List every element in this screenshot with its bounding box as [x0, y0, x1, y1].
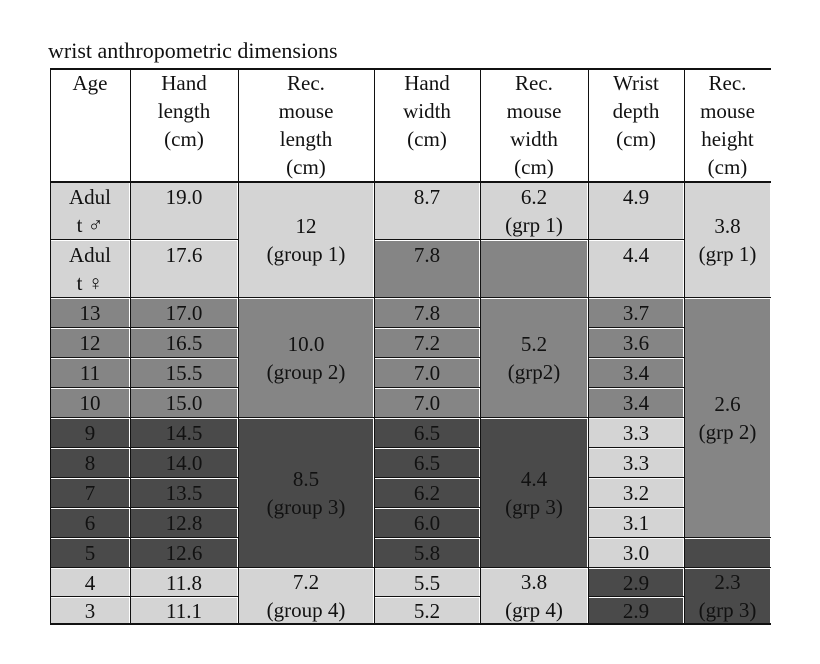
hand-width-cell: 5.2	[375, 598, 479, 623]
group-rule	[480, 567, 588, 568]
hand-width-cell: 8.7	[375, 183, 479, 239]
wrist-depth-cell: 3.6	[589, 329, 683, 357]
age-cell: 3	[51, 598, 129, 623]
rec-mouse-width-cell: 5.2 (grp2)	[481, 299, 587, 417]
hand-width-cell: 7.0	[375, 389, 479, 417]
age-cell: 5	[51, 539, 129, 567]
hand-length-cell: 17.0	[131, 299, 237, 327]
row-rule	[130, 357, 238, 358]
row-rule	[374, 327, 480, 328]
column-header: Rec. mouse length (cm)	[239, 69, 373, 181]
row-rule	[588, 357, 684, 358]
hand-width-cell: 6.2	[375, 479, 479, 507]
age-cell: 7	[51, 479, 129, 507]
hand-length-cell: 16.5	[131, 329, 237, 357]
age-cell: 10	[51, 389, 129, 417]
row-rule	[130, 387, 238, 388]
rec-mouse-height-cell: 2.3 (grp 3)	[685, 569, 770, 623]
wrist-depth-cell: 4.4	[589, 241, 683, 297]
hand-width-cell: 7.0	[375, 359, 479, 387]
wrist-depth-cell: 3.1	[589, 509, 683, 537]
row-rule	[588, 507, 684, 508]
row-rule	[50, 417, 130, 418]
row-rule	[50, 297, 130, 298]
rec-mouse-height-cell: 2.6 (grp 2)	[685, 299, 770, 537]
hand-width-cell: 7.2	[375, 329, 479, 357]
rec-mouse-height-cell: 3.8 (grp 1)	[685, 183, 770, 297]
row-rule	[130, 477, 238, 478]
column-rule	[480, 68, 481, 624]
age-cell: 12	[51, 329, 129, 357]
age-cell: Adul t ♂	[51, 183, 129, 239]
header-bottom-rule	[50, 181, 771, 183]
row-rule	[588, 297, 684, 298]
column-rule	[238, 68, 239, 624]
row-rule	[130, 537, 238, 538]
row-rule	[130, 447, 238, 448]
wrist-depth-cell: 3.3	[589, 449, 683, 477]
wrist-depth-cell: 2.9	[589, 598, 683, 623]
row-rule	[130, 596, 238, 597]
column-rule	[130, 68, 131, 624]
hand-length-cell: 11.1	[131, 598, 237, 623]
row-rule	[588, 387, 684, 388]
age-cell: 11	[51, 359, 129, 387]
age-cell: 6	[51, 509, 129, 537]
group-rule	[684, 537, 771, 538]
column-rule	[588, 68, 589, 624]
wrist-depth-cell: 3.3	[589, 419, 683, 447]
row-rule	[374, 297, 480, 298]
group-rule	[684, 567, 771, 568]
rec-mouse-length-cell: 7.2 (group 4)	[239, 569, 373, 623]
hand-width-cell: 7.8	[375, 299, 479, 327]
column-rule	[50, 68, 51, 624]
hand-width-cell: 6.5	[375, 449, 479, 477]
row-rule	[588, 567, 684, 568]
row-rule	[130, 297, 238, 298]
row-rule	[130, 417, 238, 418]
table-top-rule	[50, 68, 771, 70]
row-rule	[50, 567, 130, 568]
hand-width-cell: 7.8	[375, 241, 479, 297]
rec-mouse-width-cell: 4.4 (grp 3)	[481, 419, 587, 567]
group-rule	[238, 417, 374, 418]
rec-mouse-length-cell: 12 (group 1)	[239, 183, 373, 297]
row-rule	[374, 537, 480, 538]
row-rule	[130, 507, 238, 508]
group-rule	[480, 417, 588, 418]
column-header: Wrist depth (cm)	[589, 69, 683, 181]
row-rule	[374, 239, 480, 240]
row-rule	[588, 447, 684, 448]
hand-width-cell: 6.5	[375, 419, 479, 447]
row-rule	[50, 477, 130, 478]
wrist-depth-cell: 3.2	[589, 479, 683, 507]
hand-length-cell: 19.0	[131, 183, 237, 239]
group-rule	[238, 297, 374, 298]
hand-length-cell: 13.5	[131, 479, 237, 507]
column-header: Hand width (cm)	[375, 69, 479, 181]
wrist-depth-cell: 3.4	[589, 389, 683, 417]
rec-mouse-length-cell: 8.5 (group 3)	[239, 419, 373, 567]
wrist-depth-cell: 4.9	[589, 183, 683, 239]
row-rule	[50, 357, 130, 358]
row-rule	[588, 477, 684, 478]
row-rule	[50, 387, 130, 388]
hand-length-cell: 12.6	[131, 539, 237, 567]
row-rule	[588, 327, 684, 328]
column-header: Hand length (cm)	[131, 69, 237, 181]
row-rule	[374, 477, 480, 478]
row-rule	[588, 596, 684, 597]
row-rule	[588, 537, 684, 538]
wrist-depth-cell: 3.4	[589, 359, 683, 387]
column-header: Age	[51, 69, 129, 181]
rec-mouse-width-cell	[481, 241, 587, 297]
row-rule	[130, 567, 238, 568]
row-rule	[50, 596, 130, 597]
group-rule	[238, 567, 374, 568]
hand-length-cell: 14.0	[131, 449, 237, 477]
hand-length-cell: 15.0	[131, 389, 237, 417]
row-rule	[588, 417, 684, 418]
rec-mouse-width-cell: 3.8 (grp 4)	[481, 569, 587, 623]
row-rule	[374, 596, 480, 597]
hand-length-cell: 14.5	[131, 419, 237, 447]
hand-length-cell: 12.8	[131, 509, 237, 537]
column-rule	[374, 68, 375, 624]
hand-width-cell: 5.5	[375, 569, 479, 596]
row-rule	[50, 239, 130, 240]
age-cell: 4	[51, 569, 129, 596]
wrist-depth-cell: 3.0	[589, 539, 683, 567]
hand-width-cell: 6.0	[375, 509, 479, 537]
wrist-depth-cell: 2.9	[589, 569, 683, 596]
row-rule	[374, 507, 480, 508]
group-rule	[684, 297, 771, 298]
column-header: Rec. mouse width (cm)	[481, 69, 587, 181]
row-rule	[50, 507, 130, 508]
row-rule	[50, 447, 130, 448]
age-cell: 13	[51, 299, 129, 327]
rec-mouse-height-cell	[685, 539, 770, 567]
row-rule	[374, 567, 480, 568]
rec-mouse-length-cell: 10.0 (group 2)	[239, 299, 373, 417]
row-rule	[374, 387, 480, 388]
row-rule	[130, 327, 238, 328]
rec-mouse-width-cell: 6.2 (grp 1)	[481, 183, 587, 239]
table-bottom-rule	[50, 623, 771, 625]
hand-length-cell: 11.8	[131, 569, 237, 596]
column-rule	[684, 68, 685, 624]
row-rule	[50, 537, 130, 538]
age-cell: 8	[51, 449, 129, 477]
row-rule	[374, 417, 480, 418]
wrist-depth-cell: 3.7	[589, 299, 683, 327]
table-caption: wrist anthropometric dimensions	[48, 38, 338, 63]
row-rule	[50, 327, 130, 328]
age-cell: Adul t ♀	[51, 241, 129, 297]
group-rule	[480, 297, 588, 298]
row-rule	[130, 239, 238, 240]
group-rule	[480, 239, 588, 240]
column-header: Rec. mouse height (cm)	[685, 69, 770, 181]
row-rule	[374, 447, 480, 448]
hand-length-cell: 15.5	[131, 359, 237, 387]
row-rule	[374, 357, 480, 358]
hand-length-cell: 17.6	[131, 241, 237, 297]
hand-width-cell: 5.8	[375, 539, 479, 567]
age-cell: 9	[51, 419, 129, 447]
row-rule	[588, 239, 684, 240]
